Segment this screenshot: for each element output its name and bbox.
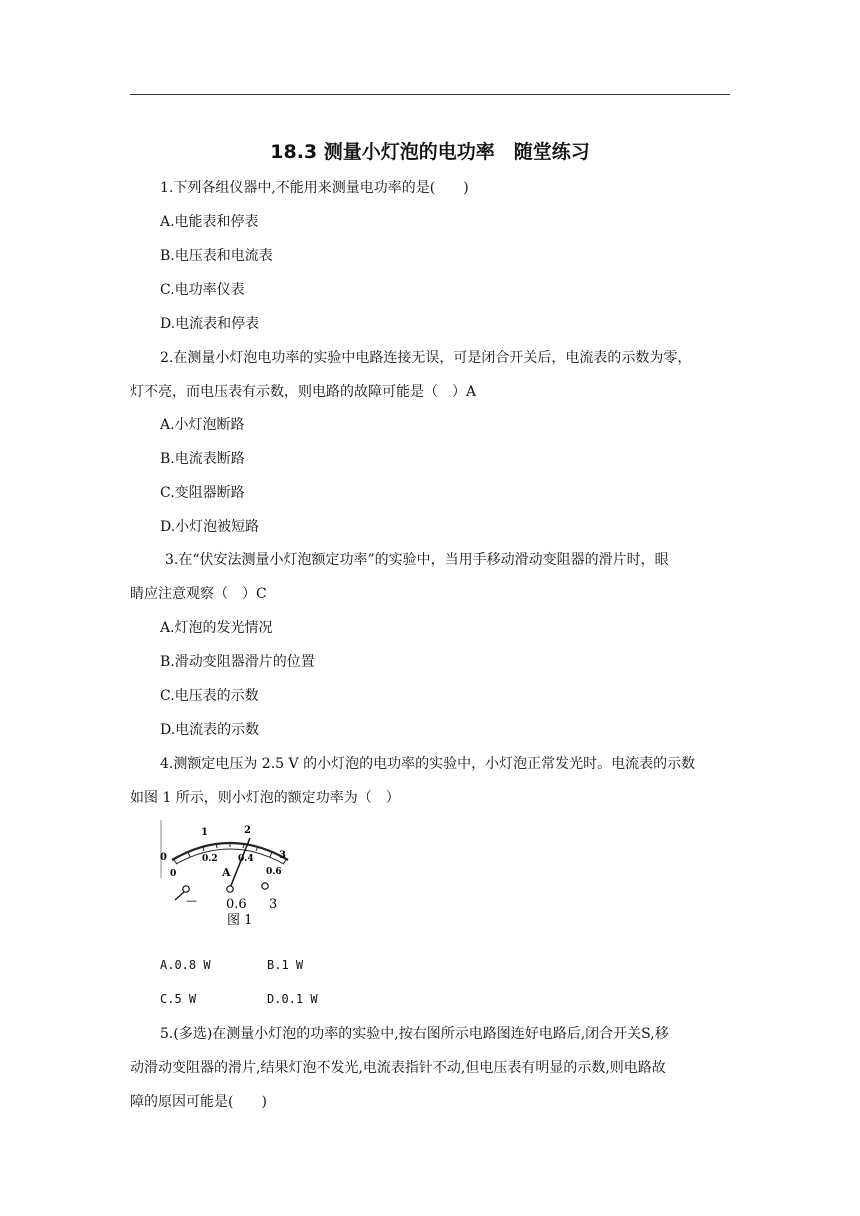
question-1-option-a: A.电能表和停表: [160, 214, 259, 230]
terminal-0-6: [227, 886, 233, 892]
scale-outer-label: 0: [160, 852, 167, 863]
question-4-option-b: B.1 W: [267, 958, 304, 972]
terminal-negative: [183, 886, 189, 892]
question-2-option-c: C.变阻器断路: [160, 485, 245, 501]
scale-ticks: [174, 842, 286, 864]
question-2-option-a: A.小灯泡断路: [160, 417, 245, 433]
question-4-stem-line1: 4.测额定电压为 2.5 V 的小灯泡的电功率的实验中，小灯泡正常发光时。电流表的示数: [160, 756, 696, 772]
question-2-stem-line1: 2.在测量小灯泡电功率的实验中电路连接无误，可是闭合开关后，电流表的示数为零，: [160, 350, 692, 366]
terminal-label: 0.6: [226, 897, 247, 912]
scale-inner-label: 0: [170, 869, 177, 879]
question-5-stem-line3: 障的原因可能是( ): [130, 1094, 267, 1110]
terminal-3: [262, 883, 268, 889]
scale-outer-label: 1: [201, 827, 208, 838]
question-3-option-d: D.电流表的示数: [160, 722, 260, 738]
question-5-stem-line1: 5.(多选)在测量小灯泡的功率的实验中,按右图所示电路图连好电路后,闭合开关S,移: [160, 1026, 669, 1042]
question-3-stem-line1: 3.在“伏安法测量小灯泡额定功率”的实验中，当用手移动滑动变阻器的滑片时，眼: [165, 552, 669, 568]
question-4-option-d: D.0.1 W: [267, 992, 318, 1006]
question-1-option-c: C.电功率仪表: [160, 282, 245, 298]
question-3-option-c: C.电压表的示数: [160, 688, 259, 704]
question-1-option-d: D.电流表和停表: [160, 316, 260, 332]
question-3-option-b: B.滑动变阻器滑片的位置: [160, 654, 315, 670]
question-2-stem-line2: 灯不亮，而电压表有示数，则电路的故障可能是（ ）A: [130, 384, 477, 400]
scale-outer-label: 2: [244, 825, 251, 836]
scale-inner-label: 0.6: [266, 867, 282, 877]
scale-outer-label: 3: [279, 850, 286, 861]
scale-inner-label: 0.4: [238, 854, 254, 864]
question-3-stem-line2: 睛应注意观察（ ）C: [130, 586, 267, 602]
question-1-option-b: B.电压表和电流表: [160, 248, 273, 264]
question-3-option-a: A.灯泡的发光情况: [160, 620, 273, 636]
terminal-label: —: [186, 894, 197, 907]
question-1-stem: 1.下列各组仪器中,不能用来测量电功率的是( ): [160, 180, 469, 196]
terminal-label: 3: [269, 897, 278, 912]
question-5-stem-line2: 动滑动变阻器的滑片,结果灯泡不发光,电流表指针不动,但电压表有明显的示数,则电路故: [130, 1060, 666, 1076]
figure-caption: 图 1: [227, 913, 253, 928]
unit-label: A: [222, 866, 231, 879]
question-4-option-a: A.0.8 W: [160, 958, 211, 972]
header-rule: [130, 94, 730, 95]
scale-inner-label: 0.2: [202, 854, 218, 864]
terminal-negative-lead: [175, 892, 184, 900]
question-4-stem-line2: 如图 1 所示，则小灯泡的额定功率为（ ）: [130, 790, 400, 806]
ammeter-drawing: [158, 818, 298, 928]
question-4-option-c: C.5 W: [160, 992, 197, 1006]
question-2-option-d: D.小灯泡被短路: [160, 519, 260, 535]
page-title: 18.3 测量小灯泡的电功率 随堂练习: [270, 141, 590, 163]
question-2-option-b: B.电流表断路: [160, 451, 245, 467]
ammeter-figure: [158, 818, 298, 928]
